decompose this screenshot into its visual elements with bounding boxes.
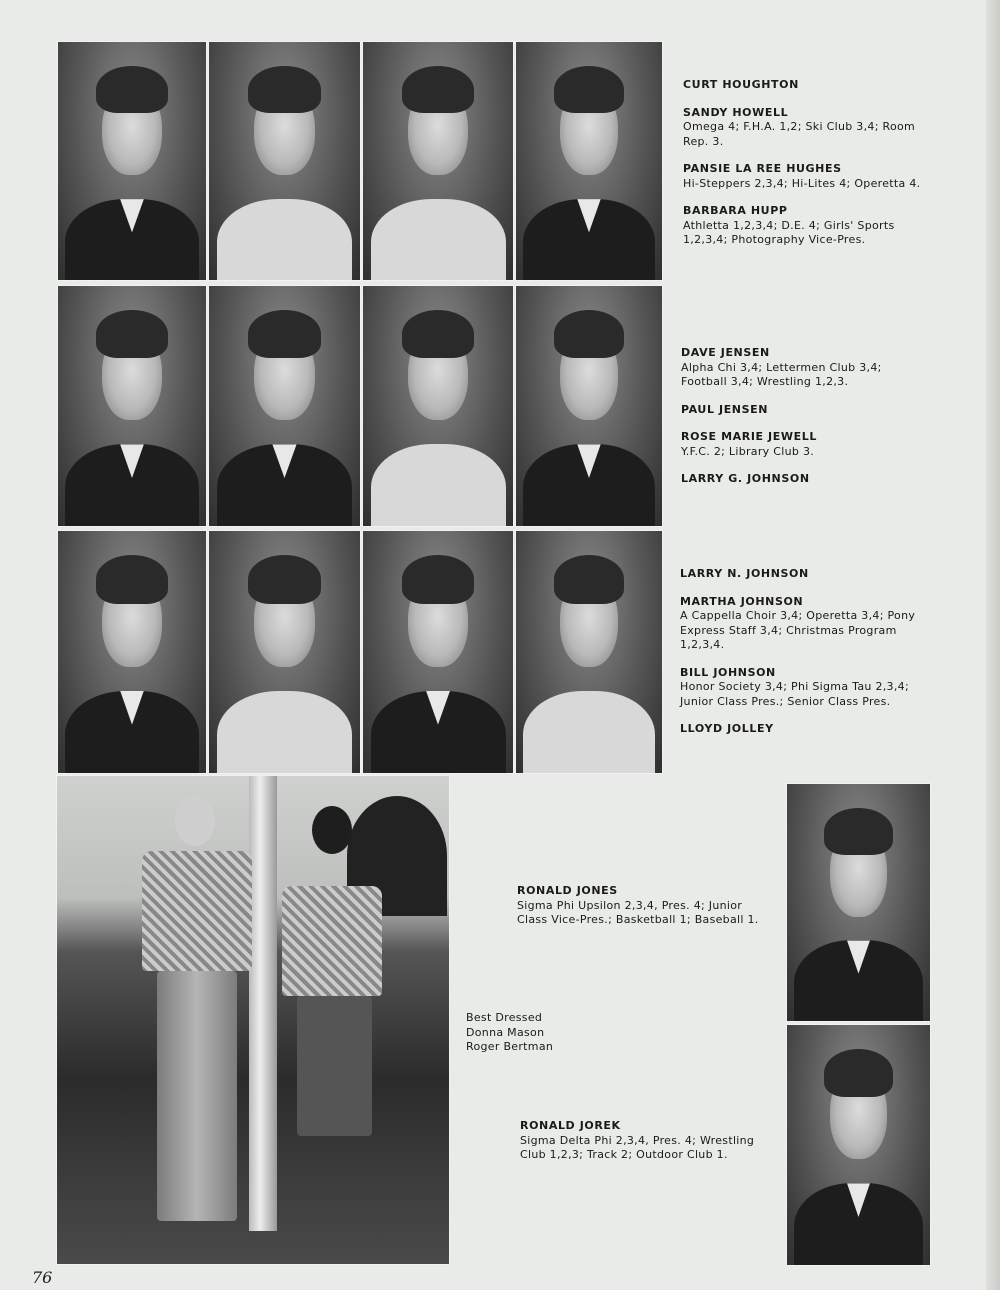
portrait-ronald-jorek [786,1024,931,1266]
student-activities: A Cappella Choir 3,4; Operetta 3,4; Pony Express Staff 3,4; Christmas Program 1,2,3,4. [680,609,916,651]
student-activities: Sigma Delta Phi 2,3,4, Pres. 4; Wrestling Club 1,2,3; Track 2; Outdoor Club 1. [520,1133,755,1161]
portrait-rose-marie-jewell [362,285,514,527]
caption-ronald-jorek [520,1119,768,1163]
student-name: ROSE MARIE JEWELL [681,430,817,443]
student-name: DAVE JENSEN [681,346,770,359]
student-name: LLOYD JOLLEY [680,722,774,735]
portrait-lloyd-jolley [515,530,663,774]
portrait-curt-houghton [57,41,207,281]
student-activities: Hi-Steppers 2,3,4; Hi-Lites 4; Operetta 4. [683,176,921,190]
portrait-bill-johnson [362,530,514,774]
best-dressed-photo [56,775,450,1265]
portrait-dave-jensen [57,285,207,527]
student-name: PAUL JENSEN [681,402,769,416]
portrait-paul-jensen [208,285,361,527]
caption-ronald-jones [517,884,767,928]
student-activities: Y.F.C. 2; Library Club 3. [681,444,815,458]
portrait-larry-g-johnson [515,285,663,527]
portrait-sandy-howell [208,41,361,281]
best-dressed-title: Best Dressed [466,1011,543,1024]
portrait-pansie-hughes [362,41,514,281]
page-number: 76 [32,1268,53,1287]
portrait-ronald-jones [786,783,931,1022]
caption-best-dressed [466,1011,606,1055]
student-activities: Athletta 1,2,3,4; D.E. 4; Girls' Sports 1,2,3,4; Photography Vice-Pres. [683,218,895,246]
caption-group-3 [680,567,925,750]
best-dressed-name: Donna Mason [466,1025,545,1039]
student-name: CURT HOUGHTON [683,78,799,91]
student-name: RONALD JOREK [520,1119,621,1132]
student-name: LARRY N. JOHNSON [680,567,809,580]
student-name: RONALD JONES [517,884,618,897]
student-activities: Omega 4; F.H.A. 1,2; Ski Club 3,4; Room Rep. 3. [683,120,916,148]
student-name: BARBARA HUPP [683,204,788,217]
portrait-larry-n-johnson [57,530,207,774]
portrait-barbara-hupp [515,41,663,281]
caption-group-2 [681,346,926,500]
caption-group-1 [683,78,928,261]
student-activities: Honor Society 3,4; Phi Sigma Tau 2,3,4; Junior Class Pres.; Senior Class Pres. [680,680,909,708]
student-name: LARRY G. JOHNSON [681,472,810,485]
best-dressed-name: Roger Bertman [466,1040,554,1053]
portrait-martha-johnson [208,530,361,774]
student-name: MARTHA JOHNSON [680,594,804,608]
student-name: PANSIE LA REE HUGHES [683,162,842,175]
student-activities: Alpha Chi 3,4; Lettermen Club 3,4; Football 3,4; Wrestling 1,2,3. [681,360,882,388]
page-edge [986,0,1000,1290]
student-name: BILL JOHNSON [680,665,776,679]
student-name: SANDY HOWELL [683,105,789,119]
student-activities: Sigma Phi Upsilon 2,3,4, Pres. 4; Junior Class Vice-Pres.; Basketball 1; Baseball 1. [517,898,759,926]
